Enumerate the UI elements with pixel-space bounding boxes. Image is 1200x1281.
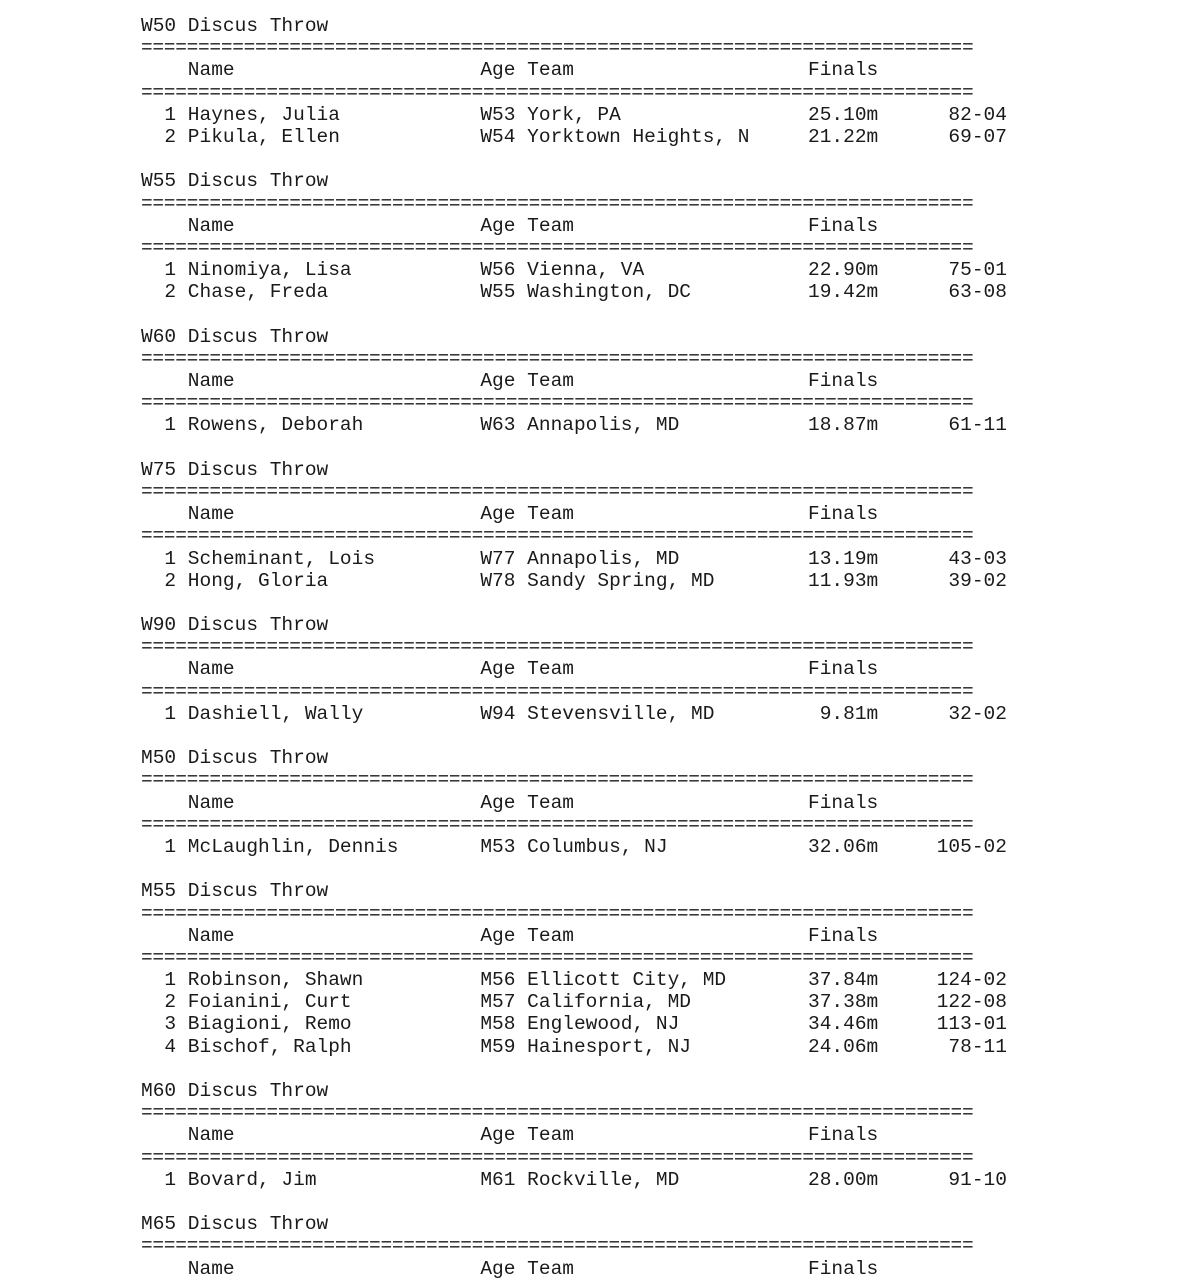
column-header-row: Name Age Team Finals xyxy=(141,503,879,526)
event-title: M55 Discus Throw xyxy=(141,880,329,903)
result-row: 2 Chase, Freda W55 Washington, DC 19.42m 63-08 xyxy=(141,281,1007,304)
event-title: M65 Discus Throw xyxy=(141,1213,329,1236)
column-header-row: Name Age Team Finals xyxy=(141,1257,879,1280)
spacer xyxy=(141,1058,1007,1080)
spacer xyxy=(141,1191,1007,1213)
result-row: 2 Pikula, Ellen W54 Yorktown Heights, N 21.22m 69-07 xyxy=(141,125,1007,148)
separator-rule: ========================================================================= xyxy=(141,192,974,215)
spacer xyxy=(141,303,1007,325)
result-row: 4 Bischof, Ralph M59 Hainesport, NJ 24.06m 78-11 xyxy=(141,1035,1007,1058)
event-title: W55 Discus Throw xyxy=(141,170,329,193)
separator-rule: ========================================================================= xyxy=(141,480,974,503)
separator-rule: ========================================================================= xyxy=(141,680,974,703)
separator-rule: ========================================================================= xyxy=(141,236,974,259)
result-row: 1 Dashiell, Wally W94 Stevensville, MD 9.81m 32-02 xyxy=(141,702,1007,725)
separator-rule: ========================================================================= xyxy=(141,525,974,548)
spacer xyxy=(141,437,1007,459)
separator-rule: ========================================================================= xyxy=(141,81,974,104)
spacer xyxy=(141,725,1007,747)
spacer xyxy=(141,592,1007,614)
result-row: 3 Biagioni, Remo M58 Englewood, NJ 34.46m 113-01 xyxy=(141,1013,1007,1036)
result-row: 2 Foianini, Curt M57 California, MD 37.38m 122-08 xyxy=(141,991,1007,1014)
result-row: 1 Haynes, Julia W53 York, PA 25.10m 82-04 xyxy=(141,103,1007,126)
separator-rule: ========================================================================= xyxy=(141,636,974,659)
separator-rule: ========================================================================= xyxy=(141,902,974,925)
separator-rule: ========================================================================= xyxy=(141,1146,974,1169)
column-header-row: Name Age Team Finals xyxy=(141,1124,879,1147)
separator-rule: ========================================================================= xyxy=(141,37,974,60)
result-row: 2 Hong, Gloria W78 Sandy Spring, MD 11.93m 39-02 xyxy=(141,569,1007,592)
column-header-row: Name Age Team Finals xyxy=(141,924,879,947)
spacer xyxy=(141,148,1007,170)
spacer xyxy=(141,858,1007,880)
separator-rule: ========================================================================= xyxy=(141,813,974,836)
separator-rule: ========================================================================= xyxy=(141,392,974,415)
column-header-row: Name Age Team Finals xyxy=(141,370,879,392)
event-title: M50 Discus Throw xyxy=(141,747,329,770)
result-row: 1 Scheminant, Lois W77 Annapolis, MD 13.19m 43-03 xyxy=(141,547,1007,570)
column-header-row: Name Age Team Finals xyxy=(141,59,879,82)
event-title: M60 Discus Throw xyxy=(141,1080,329,1102)
separator-rule: ========================================================================= xyxy=(141,1235,974,1258)
result-row: 1 McLaughlin, Dennis M53 Columbus, NJ 32.06m 105-02 xyxy=(141,835,1007,858)
separator-rule: ========================================================================= xyxy=(141,347,974,370)
results-document xyxy=(141,15,1007,1280)
result-row: 1 Robinson, Shawn M56 Ellicott City, MD 37.84m 124-02 xyxy=(141,969,1007,992)
result-row: 1 Ninomiya, Lisa W56 Vienna, VA 22.90m 75-01 xyxy=(141,259,1007,282)
event-title: W50 Discus Throw xyxy=(141,15,329,37)
result-row: 1 Bovard, Jim M61 Rockville, MD 28.00m 91-10 xyxy=(141,1168,1007,1191)
column-header-row: Name Age Team Finals xyxy=(141,658,879,681)
event-title: W75 Discus Throw xyxy=(141,458,329,481)
column-header-row: Name Age Team Finals xyxy=(141,791,879,814)
event-title: W60 Discus Throw xyxy=(141,325,329,348)
separator-rule: ========================================================================= xyxy=(141,946,974,969)
event-title: W90 Discus Throw xyxy=(141,614,329,637)
column-header-row: Name Age Team Finals xyxy=(141,214,879,237)
result-row: 1 Rowens, Deborah W63 Annapolis, MD 18.87m 61-11 xyxy=(141,414,1007,437)
separator-rule: ========================================================================= xyxy=(141,1102,974,1125)
separator-rule: ========================================================================= xyxy=(141,769,974,792)
